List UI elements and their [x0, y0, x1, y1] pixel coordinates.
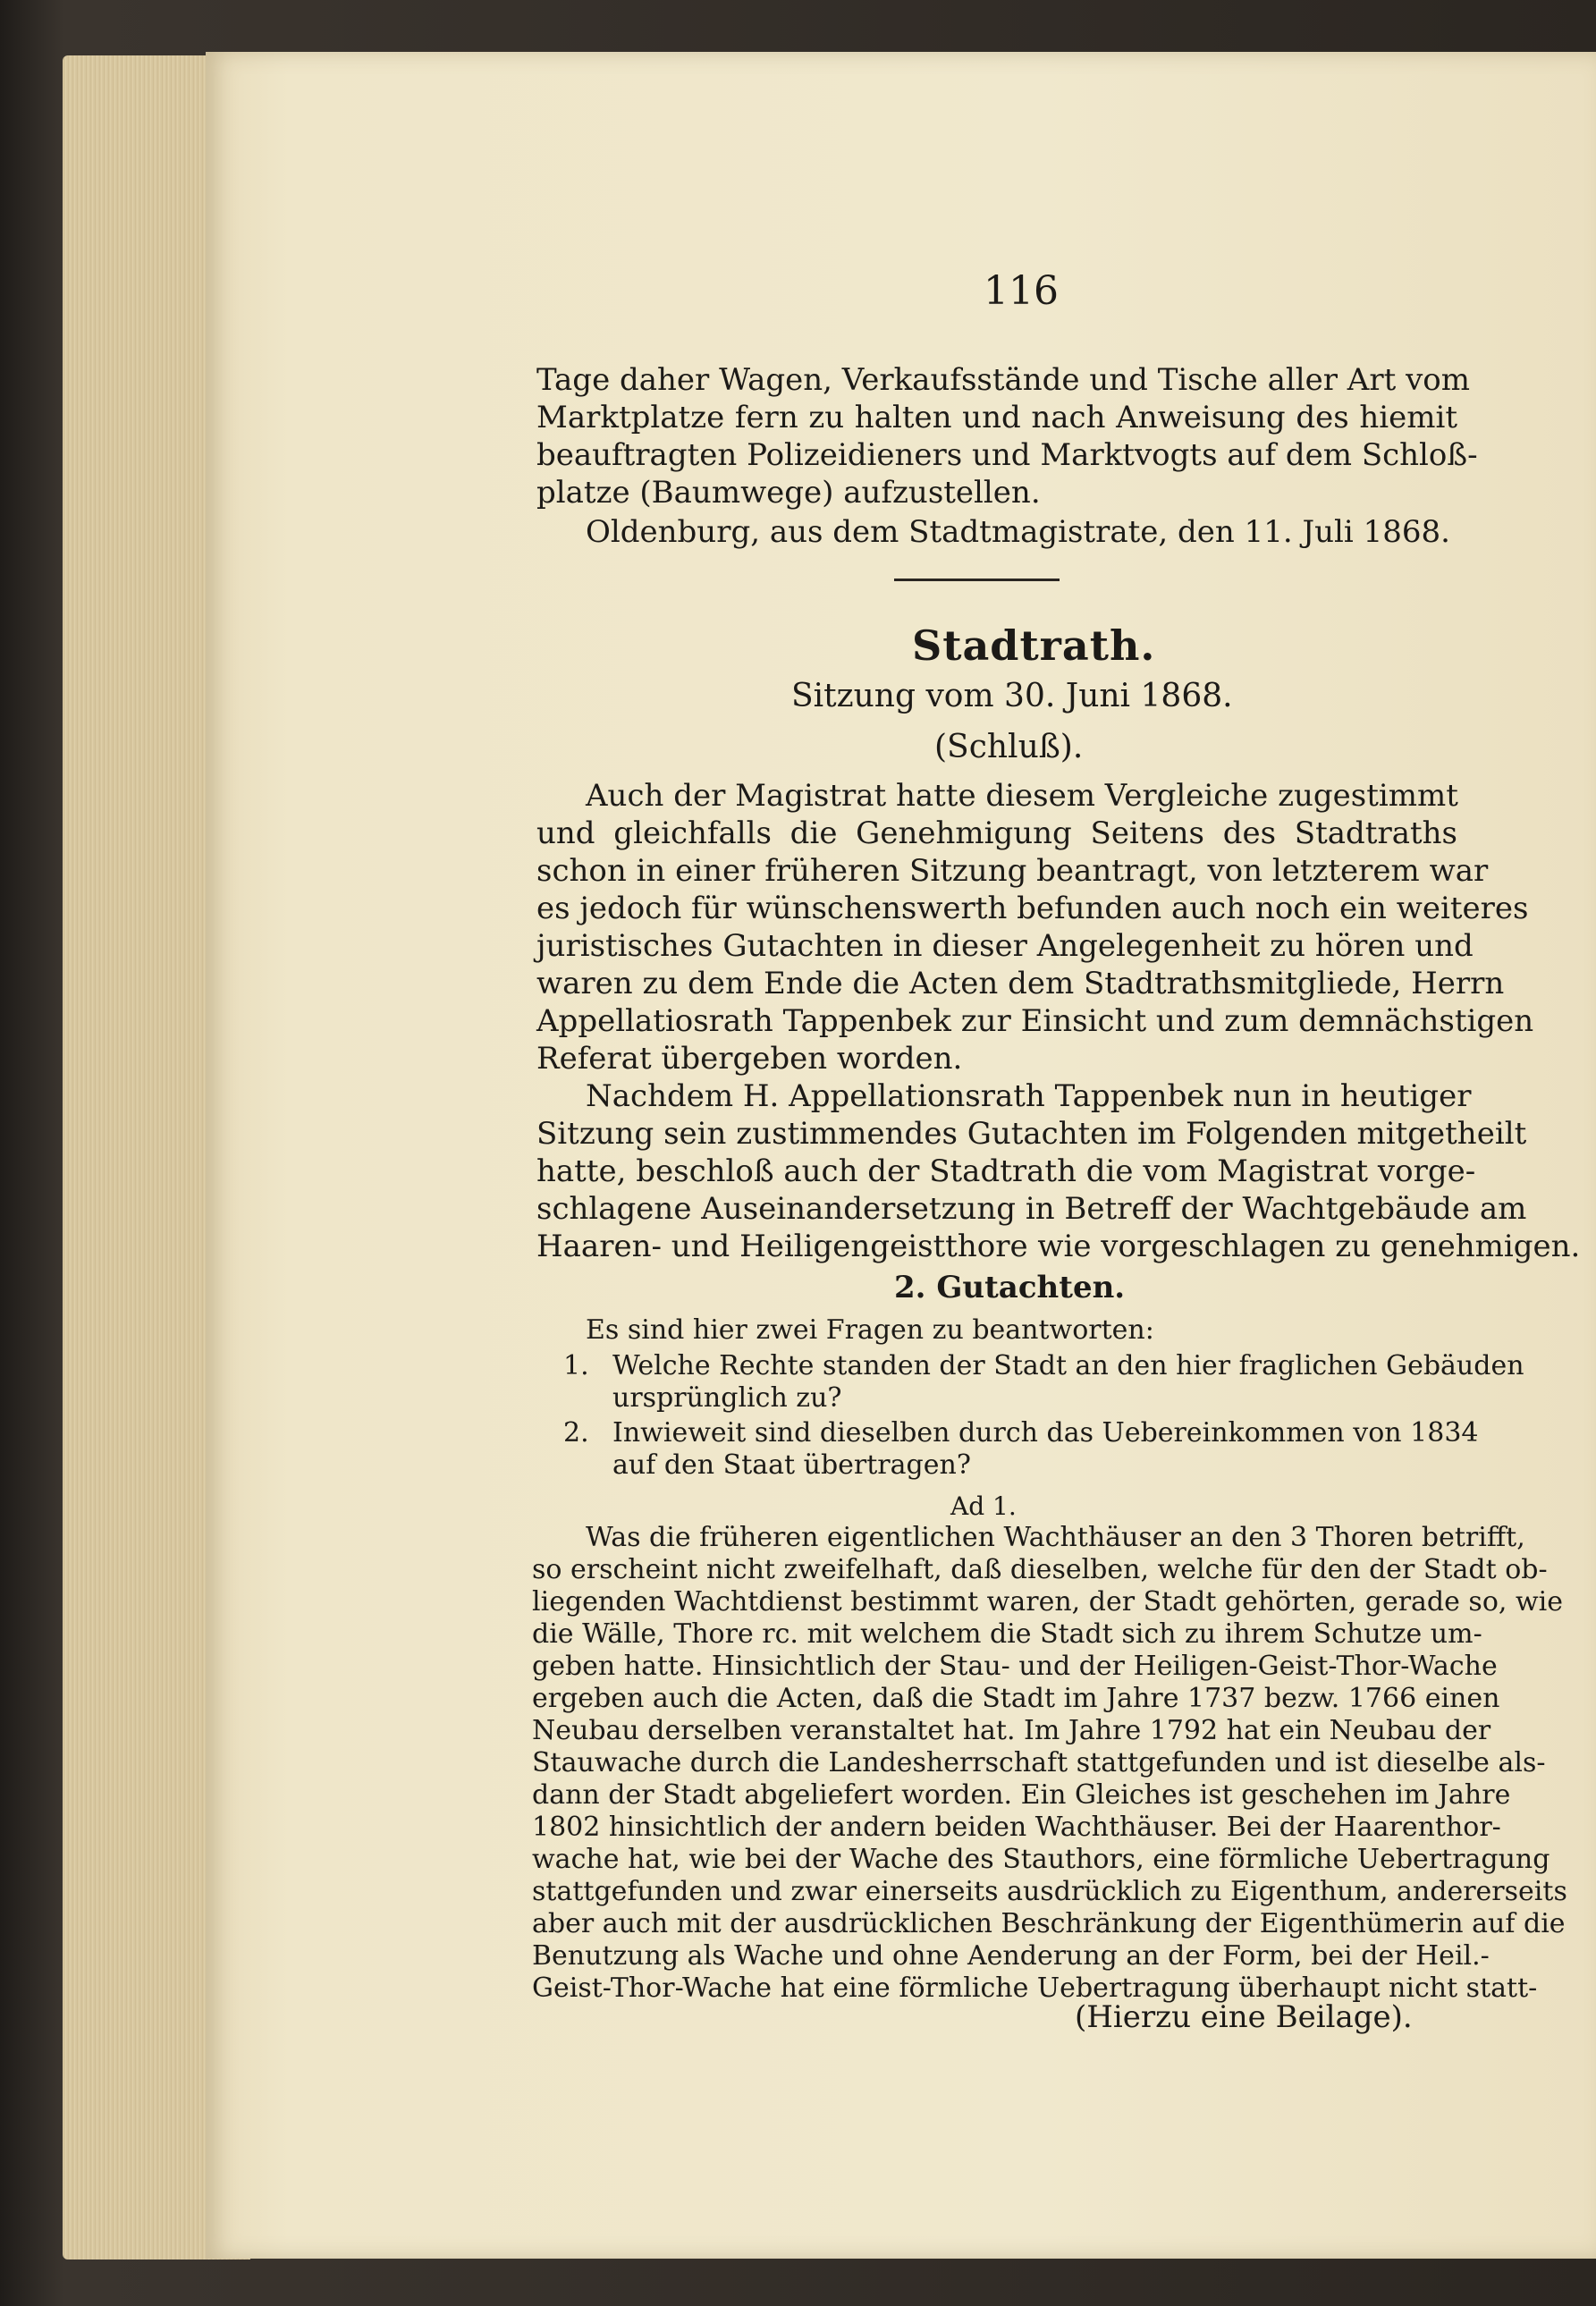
text-line: es jedoch für wünschenswerth befunden auch noch ein weiteres	[536, 891, 1529, 926]
supplement-note: (Hierzu eine Beilage).	[1075, 1999, 1413, 2035]
question-text: Welche Rechte standen der Stadt an den hier fraglichen Gebäuden	[612, 1350, 1524, 1381]
text-line: Nachdem H. Appellationsrath Tappenbek nun in heutiger	[586, 1078, 1472, 1114]
question-text: Inwieweit sind dieselben durch das Uebereinkommen von 1834	[612, 1417, 1479, 1449]
question-number: 2.	[563, 1417, 589, 1449]
question-number: 1.	[563, 1350, 589, 1381]
text-line: Tage daher Wagen, Verkaufsstände und Tische aller Art vom	[536, 362, 1470, 398]
text-line: 1802 hinsichtlich der andern beiden Wachthäuser. Bei der Haarenthor-	[532, 1812, 1501, 1843]
text-line: aber auch mit der ausdrücklichen Beschränkung der Eigenthümerin auf die	[532, 1908, 1566, 1939]
separator-rule	[894, 579, 1060, 581]
text-line: und gleichfalls die Genehmigung Seitens des Stadtraths	[536, 815, 1457, 851]
ad-heading: Ad 1.	[950, 1491, 1017, 1521]
section-title: Stadtrath.	[912, 621, 1156, 670]
text-line: waren zu dem Ende die Acten dem Stadtrathsmitgliede, Herrn	[536, 966, 1505, 1001]
questions-intro: Es sind hier zwei Fragen zu beantworten:	[586, 1314, 1154, 1346]
text-line: wache hat, wie bei der Wache des Stauthors, eine förmliche Uebertragung	[532, 1844, 1550, 1875]
text-line: dann der Stadt abgeliefert worden. Ein Gleiches ist geschehen im Jahre	[532, 1779, 1511, 1811]
text-line: Geist-Thor-Wache hat eine förmliche Uebertragung überhaupt nicht statt-	[532, 1972, 1538, 2004]
text-line: juristisches Gutachten in dieser Angelegenheit zu hören und	[536, 928, 1474, 964]
signature-line: Oldenburg, aus dem Stadtmagistrate, den 11. Juli 1868.	[586, 514, 1450, 550]
text-line: schlagene Auseinandersetzung in Betreff der Wachtgebäude am	[536, 1191, 1527, 1227]
text-line: Appellatiosrath Tappenbek zur Einsicht und zum demnächstigen	[536, 1003, 1534, 1039]
question-text: ursprünglich zu?	[612, 1382, 842, 1414]
text-line: Auch der Magistrat hatte diesem Vergleiche zugestimmt	[586, 778, 1458, 814]
text-line: stattgefunden und zwar einerseits ausdrücklich zu Eigenthum, andererseits	[532, 1876, 1567, 1907]
text-line: Benutzung als Wache und ohne Aenderung an der Form, bei der Heil.-	[532, 1940, 1490, 1972]
text-line: hatte, beschloß auch der Stadtrath die vom Magistrat vorge-	[536, 1153, 1476, 1189]
text-line: Sitzung sein zustimmendes Gutachten im Folgenden mitgetheilt	[536, 1116, 1527, 1152]
text-line: liegenden Wachtdienst bestimmt waren, der Stadt gehörten, gerade so, wie	[532, 1586, 1563, 1618]
question-text: auf den Staat übertragen?	[612, 1449, 971, 1481]
subsection-title: 2. Gutachten.	[894, 1270, 1126, 1305]
text-line: Stauwache durch die Landesherrschaft stattgefunden und ist dieselbe als-	[532, 1747, 1546, 1778]
text-line: geben hatte. Hinsichtlich der Stau- und der Heiligen-Geist-Thor-Wache	[532, 1651, 1498, 1682]
text-line: Marktplatze fern zu halten und nach Anweisung des hiemit	[536, 400, 1457, 435]
text-line: schon in einer früheren Sitzung beantragt, von letzterem war	[536, 853, 1489, 889]
text-line: ergeben auch die Acten, daß die Stadt im Jahre 1737 bezw. 1766 einen	[532, 1683, 1500, 1714]
text-line: Was die früheren eigentlichen Wachthäuser an den 3 Thoren betrifft,	[586, 1522, 1525, 1553]
text-line: so erscheint nicht zweifelhaft, daß dieselben, welche für den der Stadt ob-	[532, 1554, 1548, 1585]
page-number: 116	[984, 268, 1059, 314]
text-line: Referat übergeben worden.	[536, 1041, 963, 1077]
text-line: Neubau derselben veranstaltet hat. Im Jahre 1792 hat ein Neubau der	[532, 1715, 1491, 1746]
text-line: Haaren- und Heiligengeistthore wie vorgeschlagen zu genehmigen.	[536, 1229, 1581, 1264]
continuation-note: (Schluß).	[934, 729, 1084, 765]
text-line: platze (Baumwege) aufzustellen.	[536, 475, 1041, 511]
text-line: die Wälle, Thore rc. mit welchem die Stadt sich zu ihrem Schutze um-	[532, 1618, 1482, 1650]
text-line: beauftragten Polizeidieners und Marktvogts auf dem Schloß-	[536, 437, 1478, 473]
session-line: Sitzung vom 30. Juni 1868.	[791, 678, 1233, 714]
